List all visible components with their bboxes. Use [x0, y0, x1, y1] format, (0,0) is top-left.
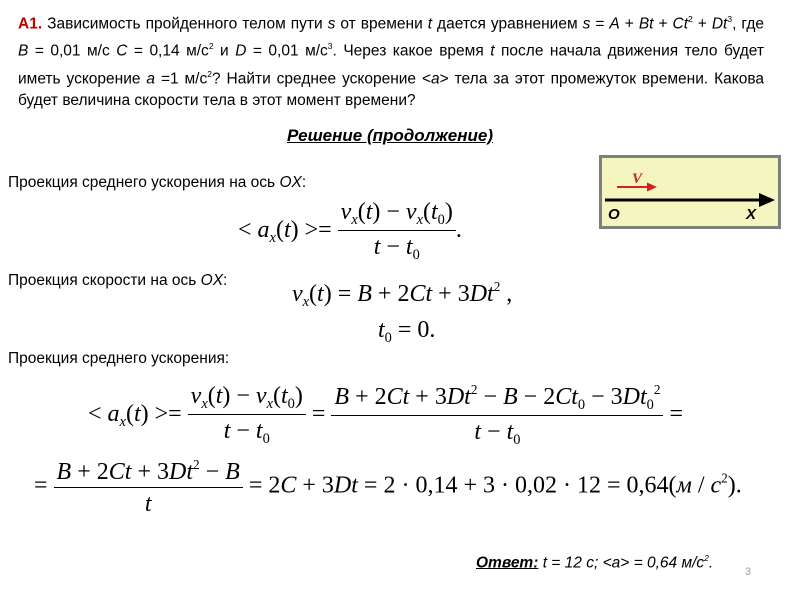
solution-title: Решение (продолжение): [287, 126, 493, 145]
origin-label: O: [608, 206, 620, 223]
x-axis-label: X: [746, 206, 757, 223]
formula-t0: $t_0 = 0$.: [378, 317, 436, 347]
label-velocity-projection: Проекция скорости на ось OX:: [8, 272, 228, 289]
formula-avg-acceleration-definition: < $a_x(t)$ >= $\frac{v_x(t) - v_x(t_0)}{t - t_0}$ .: [238, 199, 462, 264]
answer-label: Ответ:: [476, 554, 539, 572]
formula-avg-acceleration-result: = $\frac{B + 2Ct + 3Dt^2 - B}{t}$ = $2C + 3Dt = 2 \cdot 0,14 + 3 \cdot 0,02 \cdot 12 = 0,64(м / с^2)$.: [34, 457, 742, 517]
velocity-label: V: [632, 171, 643, 187]
answer: Ответ: t = 12 с; <a> = 0,64 $м/с^2$.: [476, 553, 714, 572]
label-avg-accel: Проекция среднего ускорения:: [8, 350, 230, 367]
problem-number: А1.: [18, 15, 43, 33]
formula-avg-acceleration-substitution: < $a_x(t)$ >= $\frac{v_x(t) - v_x(t_0)}{t - t_0}$ = $\frac{B + 2Ct + 3Dt^2 - B - 2Ct_0 - 3Dt_0^2}{t - t_0}$ =: [88, 382, 683, 449]
formula-velocity: $v_x(t) = B + 2Ct + 3Dt^2$ ,: [292, 279, 513, 310]
velocity-axis-diagram: [599, 155, 781, 229]
label-avg-accel-projection: Проекция среднего ускорения на ось OX:: [8, 174, 307, 191]
problem-statement: А1. Зависимость пройденного телом пути s от времени t дается уравнением $s = A + Bt + Ct^2 + Dt^3$, где B = 0,01 м/с C = 0,14 $м/с^2$ и D = 0,01 $м/с^3$. Через какое время t после начала движения тело будет иметь ускорение a =1 $м/с^2$? Найти среднее ускорение <a> тела за этот промежуток времени. Какова будет величина скорости тела в этот момент времени?: [18, 14, 765, 110]
page-number: 3: [745, 566, 752, 578]
